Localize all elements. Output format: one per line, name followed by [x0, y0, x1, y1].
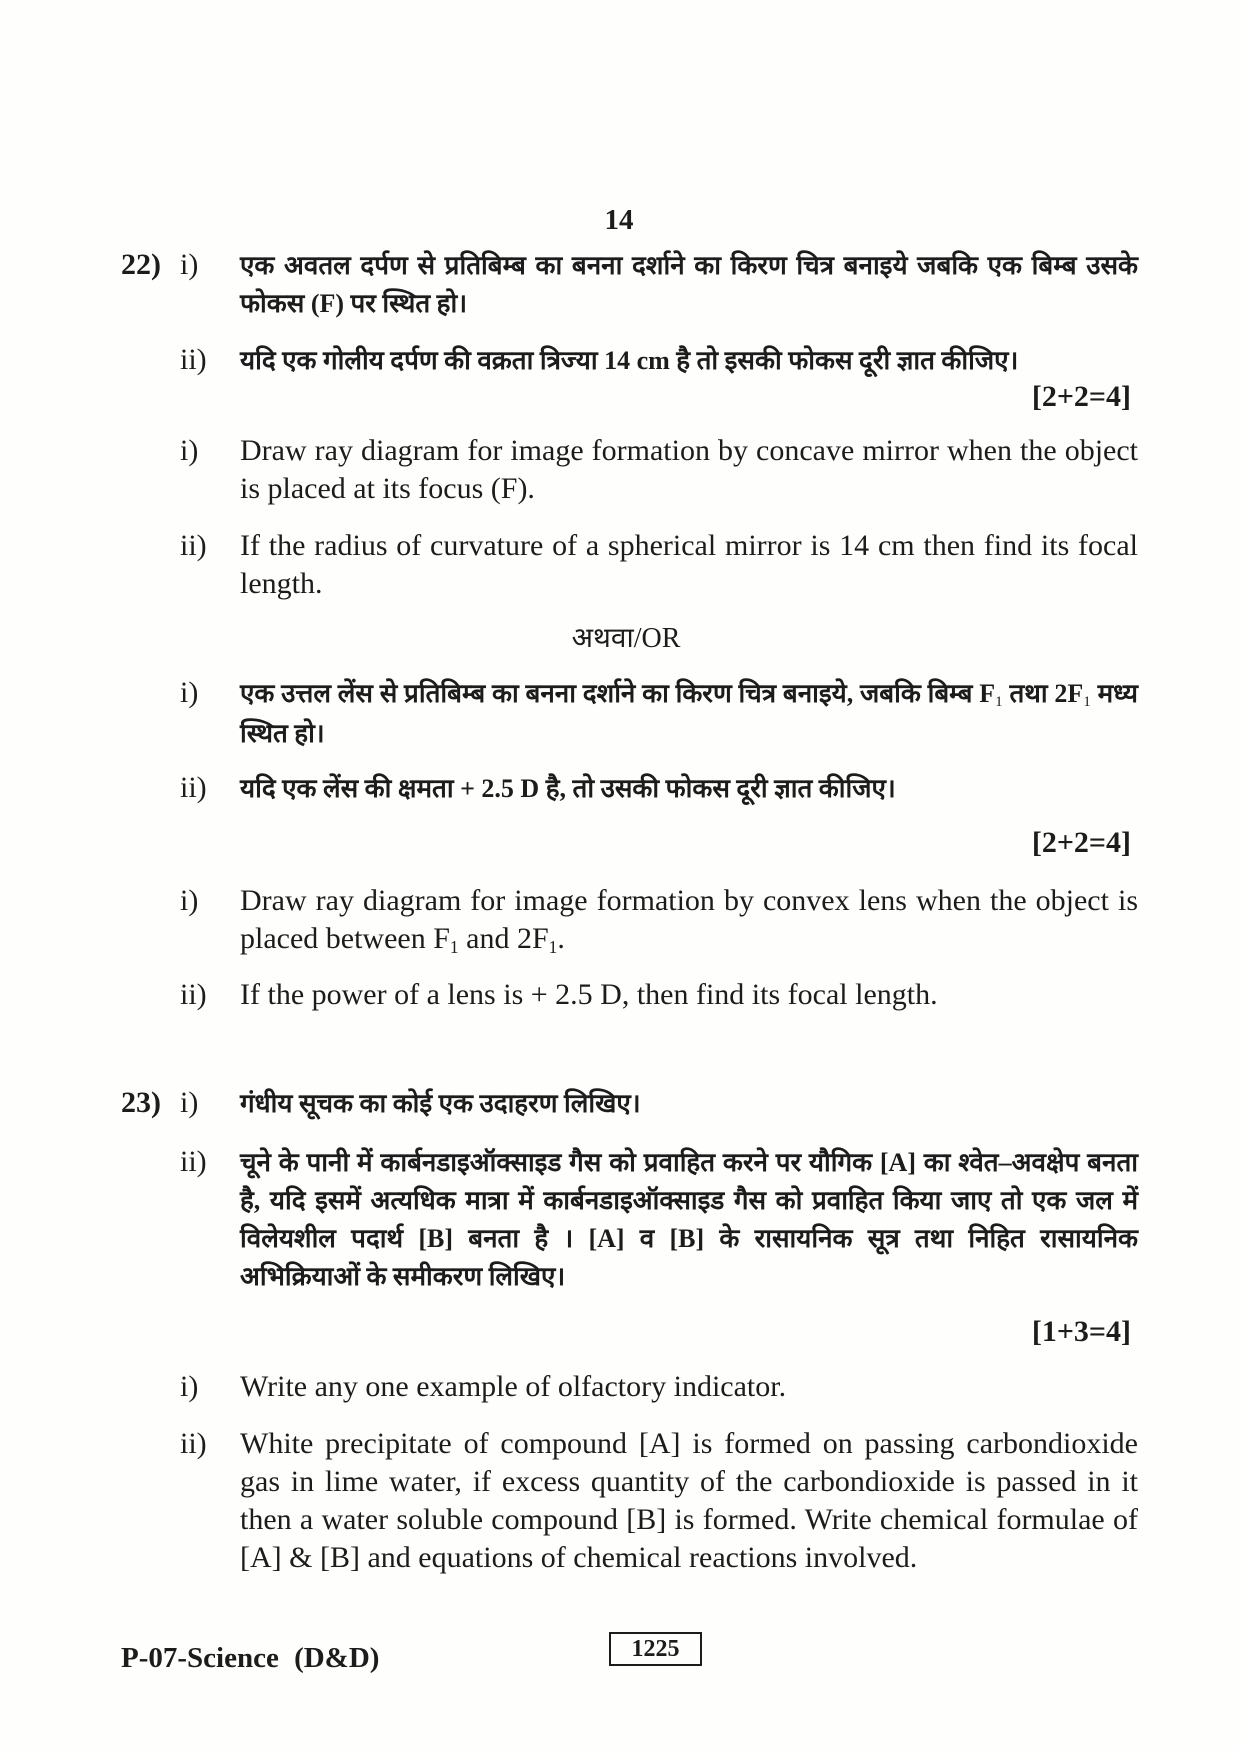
- sub-question-label: i): [180, 248, 199, 281]
- text-segment: and 2F: [458, 922, 549, 955]
- question-number: 23): [121, 1086, 161, 1119]
- q22-hindi-part-i: [121, 246, 1138, 323]
- marks-distribution: [2+2=4]: [1031, 380, 1131, 413]
- question-number: 22): [121, 248, 161, 281]
- q23-english-part-ii: [121, 1425, 1138, 1577]
- q23-english-part-i: [121, 1368, 1138, 1406]
- marks-distribution: [2+2=4]: [1031, 826, 1131, 859]
- question-text-hindi: यदि एक गोलीय दर्पण की वक्रता त्रिज्या 14 cm है तो इसकी फोकस दूरी ज्ञात कीजिए।: [240, 346, 1019, 375]
- sub-question-label: ii): [180, 529, 207, 562]
- or-separator: अथवा/OR: [571, 623, 681, 654]
- q22-alt-english-part-ii: [121, 976, 1138, 1014]
- text-segment: .: [557, 922, 565, 955]
- sub-question-label: ii): [180, 343, 207, 376]
- sub-question-label: ii): [180, 1427, 207, 1460]
- q22-hindi-part-ii: [121, 341, 1138, 380]
- text-segment: Draw ray diagram for image formation by convex lens when the object is placed between F: [240, 884, 1138, 955]
- question-text-english: Write any one example of olfactory indicator.: [240, 1370, 787, 1403]
- question-text-english: If the radius of curvature of a spherical mirror is 14 cm then find its focal length.: [240, 529, 1138, 600]
- subscript: 1: [548, 936, 558, 957]
- boxed-number: 1225: [609, 1632, 702, 1666]
- sub-question-label: ii): [180, 771, 207, 804]
- sub-question-label: i): [180, 884, 199, 917]
- marks-distribution: [1+3=4]: [1031, 1315, 1131, 1348]
- subscript: 1: [449, 936, 459, 957]
- question-text-hindi: एक अवतल दर्पण से प्रतिबिम्ब का बनना दर्शाने का किरण चित्र बनाइये जबकि एक बिम्ब उसके फोकस (F) पर स्थित हो।: [240, 251, 1138, 318]
- sub-question-label: ii): [180, 978, 207, 1011]
- text-segment: मध्य स्थित हो।: [240, 679, 1139, 748]
- q22-alt-english-part-i: [121, 882, 1138, 958]
- q23-hindi-part-ii: [121, 1143, 1138, 1296]
- question-text-hindi: चूने के पानी में कार्बनडाइऑक्साइड गैस को प्रवाहित करने पर यौगिक [A] का श्वेत–अवक्षेप बनता है, यदि इसमें अत्यधिक मात्रा में कार्बनडाइऑक्साइड गैस को प्रवाहित किया जाए तो एक जल में विलेयशील पदार्थ [B] बनता है । [A] व [B] के रासायनिक सूत्र तथा निहित रासायनिक अभिक्रियाओं के समीकरण लिखिए।: [240, 1148, 1138, 1291]
- subscript: 1: [995, 694, 1003, 711]
- q23-hindi-part-i: [121, 1084, 1138, 1123]
- paper-code: P-07-Science (D&D): [121, 1642, 380, 1674]
- text-segment: एक उत्तल लेंस से प्रतिबिम्ब का बनना दर्शाने का किरण चित्र बनाइये, जबकि बिम्ब F: [240, 679, 996, 708]
- question-text-hindi: गंधीय सूचक का कोई एक उदाहरण लिखिए।: [240, 1089, 641, 1118]
- question-text-hindi: यदि एक लेंस की क्षमता + 2.5 D है, तो उसकी फोकस दूरी ज्ञात कीजिए।: [240, 774, 896, 803]
- sub-question-label: i): [180, 676, 199, 709]
- text-segment: तथा 2F: [1002, 679, 1084, 708]
- sub-question-label: ii): [180, 1145, 207, 1178]
- question-text-hindi: [240, 674, 1138, 754]
- question-text-english: White precipitate of compound [A] is formed on passing carbondioxide gas in lime water, if excess quantity of the carbondioxide is passed in it then a water soluble compound [B] is formed. Write chemical formulae of [A] & [B] and equations of chemical reactions involved.: [240, 1427, 1138, 1574]
- question-text-english: [240, 882, 1138, 958]
- page-content: [121, 0, 1138, 1577]
- sub-question-label: i): [180, 1370, 199, 1403]
- question-text-english: Draw ray diagram for image formation by concave mirror when the object is placed at its focus (F).: [240, 434, 1138, 505]
- page-number: 14: [604, 204, 634, 236]
- q22-alt-hindi-part-i: [121, 674, 1138, 754]
- question-text-english: If the power of a lens is + 2.5 D, then find its focal length.: [240, 978, 938, 1011]
- sub-question-label: i): [180, 1086, 199, 1119]
- q22-alt-hindi-part-ii: [121, 769, 1138, 808]
- q22-english-part-ii: [121, 527, 1138, 603]
- subscript: 1: [1083, 694, 1091, 711]
- q22-english-part-i: [121, 432, 1138, 508]
- sub-question-label: i): [180, 434, 199, 467]
